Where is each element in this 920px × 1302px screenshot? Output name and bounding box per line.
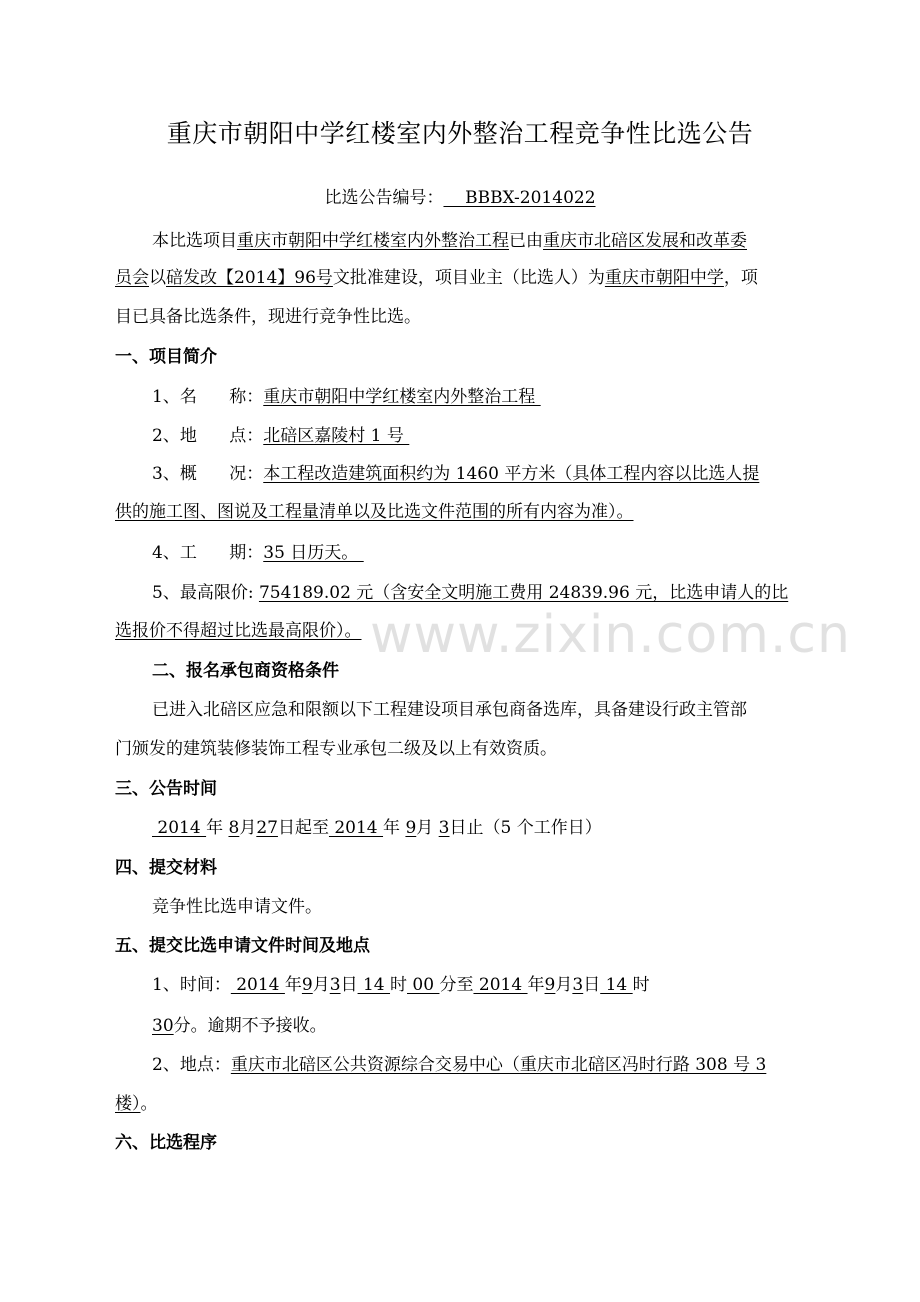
submission-time-line-2 xyxy=(152,1014,327,1038)
date-text: 月 xyxy=(312,975,330,995)
intro-approver: 重庆市北碚区发展和改革委 xyxy=(543,231,747,251)
submission-time-line-1 xyxy=(152,973,650,997)
qualification-line-2: 门颁发的建筑装修装饰工程专业承包二级及以上有效资质。 xyxy=(115,739,557,759)
date-text: 分。逾期不予接收。 xyxy=(173,1016,327,1036)
field-value: 北碚区嘉陵村 1 号 xyxy=(263,426,410,446)
date-value: 27 xyxy=(256,818,278,838)
date-text: 日 xyxy=(340,975,358,995)
notice-number-line xyxy=(0,186,920,210)
date-text: 时 xyxy=(390,975,408,995)
date-value: 2014 xyxy=(230,975,285,995)
document-title: 重庆市朝阳中学红楼室内外整治工程竞争性比选公告 xyxy=(166,119,754,148)
intro-line-1 xyxy=(152,229,747,253)
date-value: 3 xyxy=(438,818,450,838)
date-value: 00 xyxy=(407,975,440,995)
date-value: 2014 xyxy=(473,975,528,995)
submission-place-line-1 xyxy=(152,1053,766,1077)
date-text: 年 xyxy=(383,818,401,838)
date-value: 9 xyxy=(301,975,313,995)
notice-number-label: 比选公告编号： xyxy=(324,188,444,208)
date-value: 8 xyxy=(228,818,240,838)
date-text: 月 xyxy=(239,818,257,838)
field-label: 1、名 称： xyxy=(152,387,264,407)
section-heading: 五、提交比选申请文件时间及地点 xyxy=(115,936,370,956)
field-value: 35 日历天。 xyxy=(263,543,364,563)
date-text: 日止（5 个工作日） xyxy=(449,818,602,838)
watermark: www.zixin.com.cn xyxy=(370,605,851,665)
field-label: 2、地点： xyxy=(152,1055,231,1075)
intro-document-number: 碚发改【2014】96号 xyxy=(166,268,333,288)
field-value: 重庆市北碚区公共资源综合交易中心（重庆市北碚区冯时行路 308 号 3 xyxy=(230,1055,767,1075)
date-value: 3 xyxy=(572,975,584,995)
max-price-line-2 xyxy=(115,619,362,643)
intro-line-3: 目已具备比选条件，现进行竞争性比选。 xyxy=(115,307,421,327)
date-text: 月 xyxy=(555,975,573,995)
project-location-line xyxy=(152,424,409,448)
date-text: 年 xyxy=(206,818,224,838)
date-text: 日起至 xyxy=(277,818,329,838)
field-label: 4、工 期： xyxy=(152,543,264,563)
intro-text: ，项 xyxy=(723,268,758,288)
project-overview-line-1 xyxy=(152,462,759,486)
section-heading: 六、比选程序 xyxy=(115,1133,217,1153)
field-value: 重庆市朝阳中学红楼室内外整治工程 xyxy=(263,387,541,407)
field-label: 5、最高限价: xyxy=(152,583,259,603)
submission-place-line-2 xyxy=(115,1092,158,1116)
field-value: 754189.02 元（含安全文明施工费用 24839.96 元，比选申请人的比 xyxy=(258,583,789,603)
section-heading: 二、报名承包商资格条件 xyxy=(152,661,339,681)
date-value: 9 xyxy=(544,975,556,995)
qualification-line-1: 已进入北碚区应急和限额以下工程建设项目承包商备选库，具备建设行政主管部 xyxy=(152,700,747,720)
date-value: 9 xyxy=(405,818,417,838)
date-text: 日 xyxy=(583,975,601,995)
intro-line-2 xyxy=(115,266,758,290)
project-name-line xyxy=(152,385,541,409)
field-label: 2、地 点： xyxy=(152,426,264,446)
date-value: 2014 xyxy=(328,818,384,838)
date-text: 时 xyxy=(632,975,650,995)
date-value: 2014 xyxy=(152,818,207,838)
section-heading: 一、项目简介 xyxy=(115,347,217,367)
field-value: 供的施工图、图说及工程量清单以及比选文件范围的所有内容为准）。 xyxy=(115,502,634,522)
intro-text: 以 xyxy=(149,268,166,288)
section-heading: 四、提交材料 xyxy=(115,858,217,878)
field-text: 。 xyxy=(140,1094,158,1114)
notice-number-value: BBBX-2014022 xyxy=(443,188,596,208)
project-period-line xyxy=(152,541,364,565)
intro-text: 本比选项目 xyxy=(152,231,237,251)
intro-project-name: 重庆市朝阳中学红楼室内外整治工程 xyxy=(237,231,509,251)
field-label: 3、概 况： xyxy=(152,464,264,484)
date-value: 14 xyxy=(357,975,391,995)
field-label: 1、时间： xyxy=(152,975,231,995)
date-value: 30 xyxy=(152,1016,174,1036)
materials-text: 竞争性比选申请文件。 xyxy=(152,897,322,917)
date-text: 年 xyxy=(284,975,302,995)
field-value: 楼） xyxy=(115,1094,141,1114)
intro-text: 已由 xyxy=(509,231,543,251)
date-text: 分至 xyxy=(439,975,474,995)
intro-approver: 员会 xyxy=(115,268,149,288)
field-value: 本工程改造建筑面积约为 1460 平方米（具体工程内容以比选人提 xyxy=(263,464,760,484)
date-text: 年 xyxy=(527,975,545,995)
date-text: 月 xyxy=(416,818,434,838)
max-price-line-1 xyxy=(152,581,788,605)
project-overview-line-2 xyxy=(115,500,634,524)
date-value: 14 xyxy=(600,975,633,995)
announcement-period-line xyxy=(152,816,602,840)
field-value: 选报价不得超过比选最高限价）。 xyxy=(115,621,362,641)
section-heading: 三、公告时间 xyxy=(115,779,217,799)
date-value: 3 xyxy=(329,975,341,995)
intro-text: 文批准建设，项目业主（比选人）为 xyxy=(332,268,605,288)
intro-owner: 重庆市朝阳中学 xyxy=(604,268,724,288)
